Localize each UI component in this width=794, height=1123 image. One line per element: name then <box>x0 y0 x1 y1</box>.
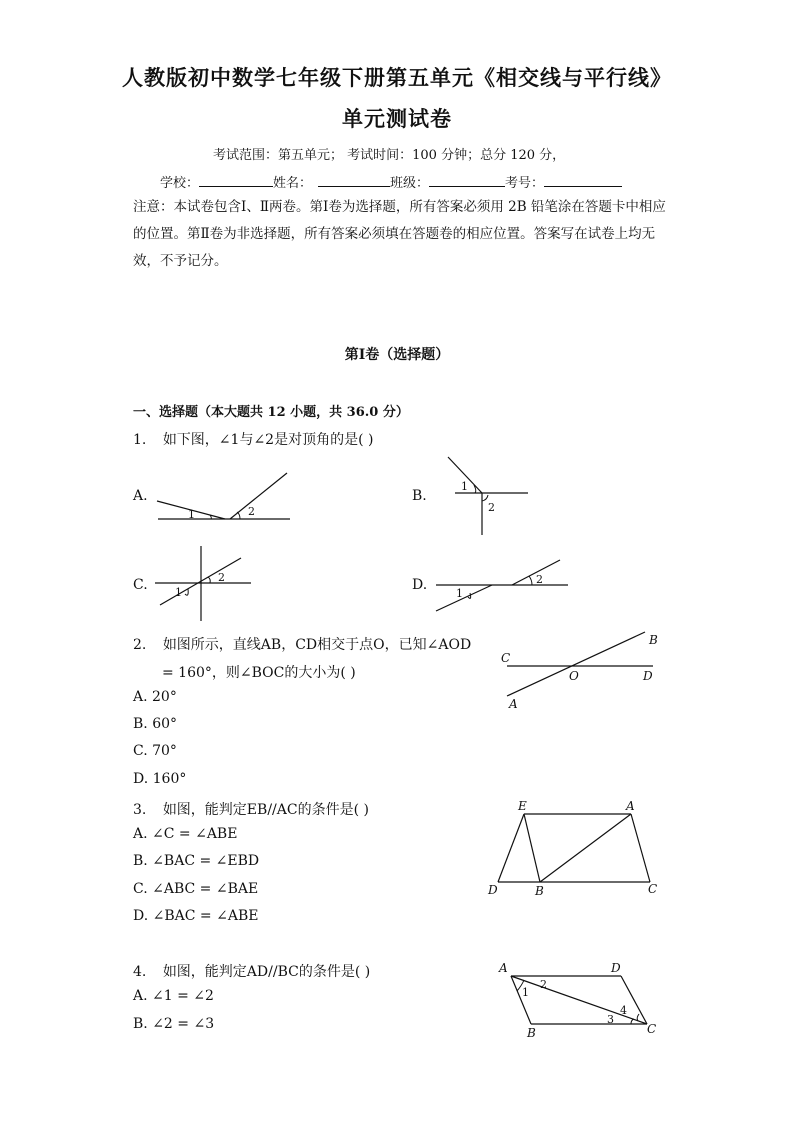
q1-option-c-label[interactable]: C. <box>133 577 148 593</box>
angle-label-3: 3 <box>607 1013 614 1026</box>
student-info-row <box>160 172 622 191</box>
question-stem-line1: 如图所示，直线AB，CD相交于点O，已知∠AOD <box>162 637 472 653</box>
question-stem: 如图，能判定EB//AC的条件是( ) <box>162 802 369 818</box>
point-b-label: B <box>535 884 544 898</box>
point-b-label: B <box>527 1026 536 1040</box>
page-subtitle: 单元测试卷 <box>342 106 452 131</box>
point-d-label: D <box>611 961 621 975</box>
number-blank[interactable] <box>544 173 622 187</box>
q3-figure <box>486 798 661 898</box>
q4-figure <box>495 958 670 1043</box>
number-label: 考号： <box>505 176 545 191</box>
point-b-label: B <box>649 633 658 647</box>
class-blank[interactable] <box>429 173 505 187</box>
angle-label-1: 1 <box>461 480 468 493</box>
q1-option-a-label[interactable]: A. <box>133 488 148 504</box>
question-stem: 如图，能判定AD//BC的条件是( ) <box>162 964 371 980</box>
point-a-label: A <box>509 697 518 711</box>
q2-option-a[interactable]: A. 20° <box>133 689 177 705</box>
question-stem: 如下图，∠1与∠2是对顶角的是( ) <box>162 432 374 448</box>
q4-option-b[interactable]: B. ∠2 = ∠3 <box>133 1016 215 1032</box>
q3-option-a[interactable]: A. ∠C = ∠ABE <box>133 826 238 842</box>
q3-option-b[interactable]: B. ∠BAC = ∠EBD <box>133 853 260 869</box>
angle-label-2: 2 <box>218 571 225 584</box>
class-label: 班级： <box>390 176 430 191</box>
q3-option-d[interactable]: D. ∠BAC = ∠ABE <box>133 908 259 924</box>
notice-paragraph: 注意：本试卷包含Ⅰ、Ⅱ两卷。第Ⅰ卷为选择题，所有答案必须用 2B 铅笔涂在答题卡中相应的位置。第Ⅱ卷为非选择题，所有答案必须填在答题卷的相应位置。答案写在试卷上均无效，不予记分。 <box>133 199 666 269</box>
question-4 <box>133 961 370 981</box>
angle-label-4: 4 <box>620 1004 627 1017</box>
angle-label-1: 1 <box>522 986 529 999</box>
q2-option-c[interactable]: C. 70° <box>133 743 177 759</box>
angle-label-1: 1 <box>188 508 195 521</box>
point-e-label: E <box>518 799 527 813</box>
point-c-label: C <box>648 882 658 896</box>
angle-label-2: 2 <box>540 978 547 991</box>
point-a-label: A <box>499 961 508 975</box>
q2-figure <box>495 628 670 713</box>
angle-label-2: 2 <box>536 573 543 586</box>
school-label: 学校： <box>160 176 200 191</box>
q1-option-d-figure <box>432 556 572 616</box>
section-title: 第Ⅰ卷（选择题） <box>344 347 450 363</box>
school-blank[interactable] <box>199 173 273 187</box>
q1-option-b-label[interactable]: B. <box>412 488 427 504</box>
angle-label-2: 2 <box>488 501 495 514</box>
question-stem-line2: = 160°，则∠BOC的大小为( ) <box>162 665 356 681</box>
point-d-label: D <box>488 883 498 897</box>
point-d-label: D <box>643 669 653 683</box>
point-o-label: O <box>569 669 579 683</box>
q4-option-a[interactable]: A. ∠1 = ∠2 <box>133 988 214 1004</box>
point-c-label: C <box>647 1022 657 1036</box>
angle-label-1: 1 <box>456 587 463 600</box>
q3-option-c[interactable]: C. ∠ABC = ∠BAE <box>133 881 259 897</box>
exam-info: 考试范围：第五单元； 考试时间：100 分钟；总分 120 分， <box>213 148 566 163</box>
q1-option-a-figure <box>150 468 300 528</box>
point-a-label: A <box>626 799 635 813</box>
page-title: 人教版初中数学七年级下册第五单元《相交线与平行线》 <box>122 65 672 90</box>
q1-option-c-figure <box>155 546 265 624</box>
question-number: 2. <box>133 637 147 653</box>
point-c-label: C <box>501 651 511 665</box>
q1-option-b-figure <box>430 455 540 540</box>
name-label: 姓名： <box>273 176 313 191</box>
question-3 <box>133 799 369 819</box>
question-number: 3. <box>133 802 147 818</box>
q2-option-b[interactable]: B. 60° <box>133 716 178 732</box>
angle-label-1: 1 <box>175 586 182 599</box>
question-2 <box>133 634 471 654</box>
q1-option-d-label[interactable]: D. <box>412 577 428 593</box>
name-blank[interactable] <box>318 173 390 187</box>
q2-option-d[interactable]: D. 160° <box>133 771 187 787</box>
question-1 <box>133 429 373 449</box>
angle-label-2: 2 <box>248 505 255 518</box>
part-heading: 一、选择题（本大题共 12 小题，共 36.0 分） <box>133 405 409 420</box>
question-number: 4. <box>133 964 147 980</box>
question-number: 1. <box>133 432 147 448</box>
